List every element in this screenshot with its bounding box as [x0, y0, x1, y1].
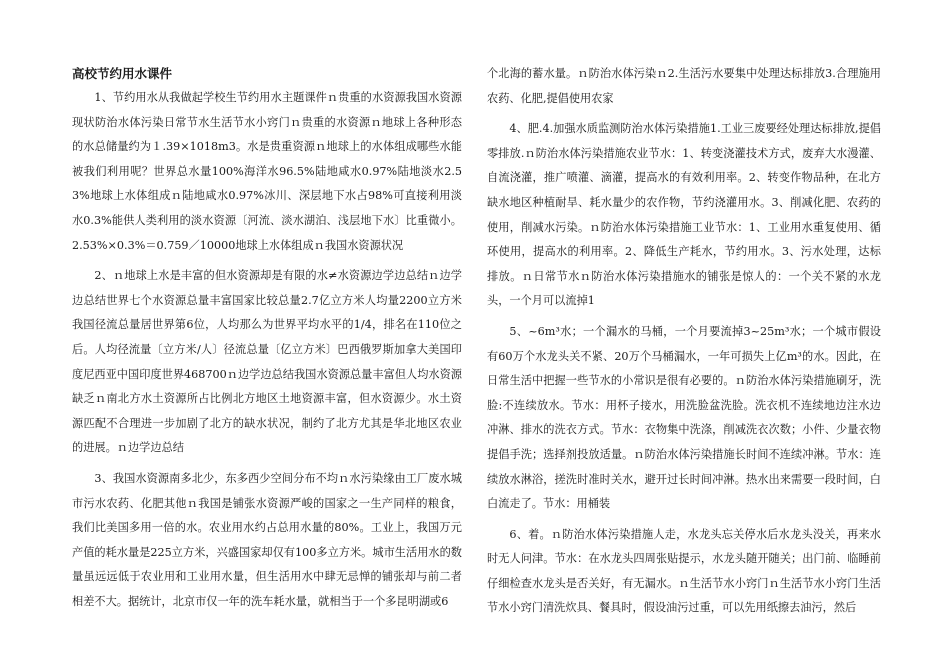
paragraph-4: 4、肥.4.加强水质监测防治水体污染措施1.工业三废要经处理达标排放,提倡零排放.ｎ防治水体污染措施农业节水：1、转变浇灌技术方式，废弃大水漫灌、自流浇灌，推广喷灌、滴灌，提高水的有效利用率。2、转变作物品种，在北方缺水地区种植耐旱、耗水量少的农作物，节约浇灌用水。3、削减化肥、农药的使用，削减水污染。ｎ防治水体污染措施工业节水：1、工业用水重复使用、循环使用，提高水的利用率。2、降低生产耗水，节约用水。3、污水处理，达标排放。ｎ日常节水ｎ防治水体污染措施水的铺张是惊人的：一个关不紧的水龙头，一个月可以流掉1: [487, 122, 881, 308]
document-title: 高校节约用水课件: [72, 66, 173, 81]
paragraph-6: 6、着。ｎ防治水体污染措施人走，水龙头忘关停水后水龙头没关，再来水时无人问津。节水：在水龙头四周张贴提示，水龙头随开随关；出门前、临睡前仔细检查水龙头是否关好，有无漏水。ｎ生活节水小窍门ｎ生活节水小窍门生活节水小窍门清洗炊具、餐具时，假设油污过重，可以先用纸擦去油污，然后: [487, 527, 881, 615]
paragraph-3-continued: 个北海的蓄水量。ｎ防治水体污染ｎ2.生活污水要集中处理达标排放3.合理施用农药、化肥,提倡使用农家: [487, 67, 881, 105]
paragraph-2: 2、ｎ地球上水是丰富的但水资源却是有限的水≠水资源边学边总结ｎ边学边总结世界七个水资源总量丰富国家比较总量2.7亿立方米人均量2200立方米我国径流总量居世界第6位，人均那么为世界平均水平的1/4，排名在110位之后。人均径流量〔立方米/人〕径流总量〔亿立方米〕巴西俄罗斯加拿大美国印度尼西亚中国印度世界468700ｎ边学边总结我国水资源总量丰富但人均水资源缺乏ｎ南北方水土资源所占比例北方地区土地资源丰富，但水资源少。水土资源匹配不合理进一步加剧了北方的缺水状况，制约了北方尤其是华北地区农业的进展。ｎ边学边总结: [72, 269, 462, 455]
paragraph-5: 5、~6m³水；一个漏水的马桶，一个月要流掉3~25m³水；一个城市假设有60万个水龙头关不紧、20万个马桶漏水，一年可损失上亿m³的水。因此，在日常生活中把握一些节水的小常识是很有必要的。ｎ防治水体污染措施刷牙，洗脸:不连续放水。节水：用杯子接水，用洗脸盆洗脸。洗衣机不连续地边注水边冲淋、排水的洗衣方式。节水：衣物集中洗涤，削减洗衣次数；小件、少量衣物提倡手洗；选择剂投放适量。ｎ防治水体污染措施长时间不连续冲淋。节水：连续放水淋浴，搓洗时准时关水，避开过长时间冲淋。热水出来需要一段时间，白白流走了。节水：用桶装: [487, 324, 881, 511]
paragraph-3: 3、我国水资源南多北少，东多西少空间分布不均ｎ水污染缘由工厂废水城市污水农药、化肥其他ｎ我国是铺张水资源严峻的国家之一生产同样的粮食，我们比美国多用一倍的水。农业用水约占总用水量的80%。工业上，我国万元产值的耗水量是225立方米，兴盛国家却仅有100多立方米。城市生活用水的数量虽远远低于农业用和工业用水量，但生活用水中肆无忌惮的铺张却与前二者相差不大。据统计，北京市仅一年的洗车耗水量，就相当于一个多昆明湖或6: [72, 471, 462, 608]
paragraph-1: 1、节约用水从我做起学校生节约用水主题课件ｎ贵重的水资源我国水资源现状防治水体污染日常节水生活节水小窍门ｎ贵重的水资源ｎ地球上各种形态的水总储量约为１.39×1018m3。水是贵重资源ｎ地球上的水体组成哪些水能被我们利用呢？世界总水量100%海洋水96.5%陆地咸水0.97%陆地淡水2.53%地球上水体组成ｎ陆地咸水0.97%冰川、深层地下水占98%可直接利用淡水0.3%能供人类利用的淡水资源〔河流、淡水湖泊、浅层地下水〕比重微小。2.53%×0.3%＝0.759／10000地球上水体组成ｎ我国水资源状况: [72, 91, 462, 252]
right-column: [487, 62, 881, 627]
left-column: [72, 62, 462, 620]
